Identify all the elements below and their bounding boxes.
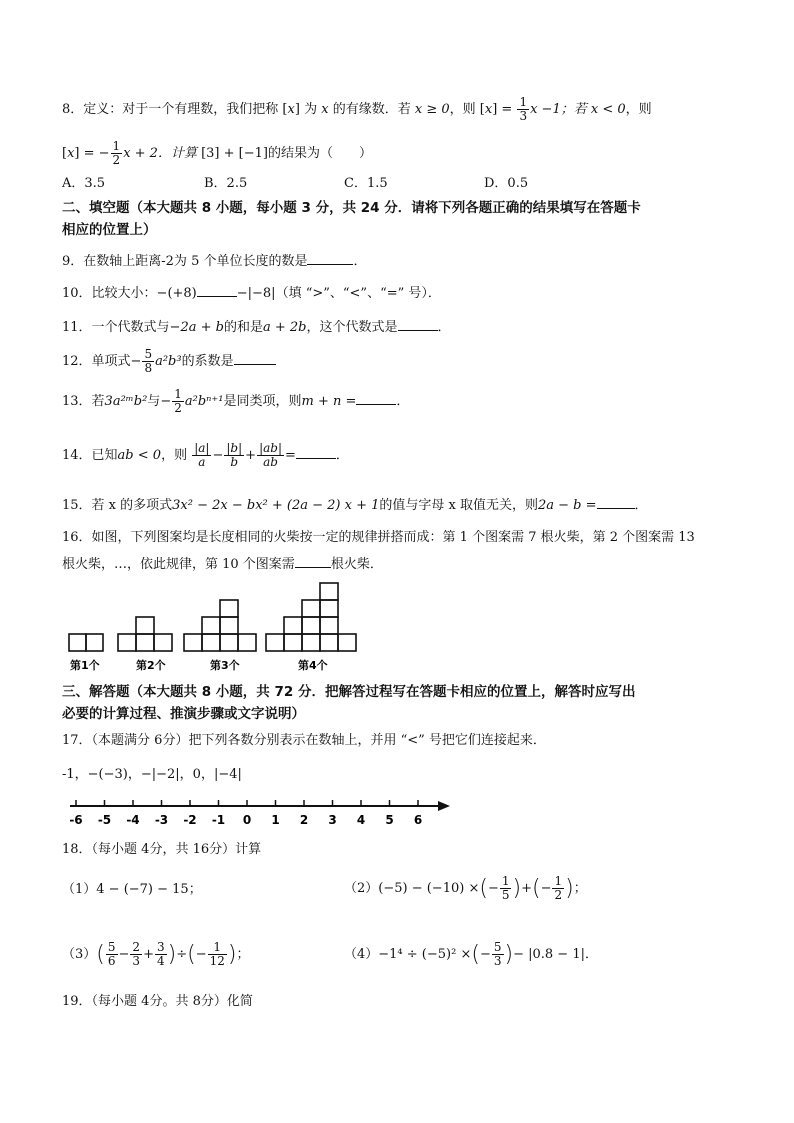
- q10: [62, 282, 441, 304]
- q18-p2c: ；: [573, 881, 587, 896]
- figure-label: 第1个: [70, 659, 100, 672]
- q9: 9．在数轴上距离-2为 5 个单位长度的数是 ．: [62, 250, 367, 272]
- q13-lead: 13．若: [62, 394, 105, 409]
- q15-ask: 2a − b =: [538, 498, 597, 513]
- q9-text: 9．在数轴上距离-2为 5 个单位长度的数是: [62, 254, 308, 269]
- axis-tick-label: -4: [126, 813, 140, 827]
- frac-1-5: $\frac{1}{5}$: [501, 874, 510, 902]
- q8-line2-tail: x + 2．计算: [123, 146, 197, 161]
- bracket-x: [x] =: [479, 102, 513, 117]
- q11-lead: 11．一个代数式与: [62, 320, 170, 335]
- q8-then1: ，则: [449, 102, 476, 117]
- q8-eq1: x −1；若: [530, 102, 587, 117]
- axis-tick-label: 2: [299, 813, 309, 827]
- section2-heading-line1: 二、填空题（本大题共 8 小题，每小题 3 分，共 24 分．请将下列各题正确的结果填写在答题卡: [62, 200, 641, 216]
- bracket-3: [3] + [−1]: [201, 146, 268, 161]
- q10-a: −(+8): [156, 286, 197, 301]
- answer-blank: [296, 444, 336, 459]
- pattern-1: [69, 634, 103, 651]
- q13: 13．若3a²ᵐb²与− $\frac{1}{2}$ a²bⁿ⁺¹是同类项，则m + n = ．: [62, 387, 410, 415]
- frac-1-2: $\frac{1}{2}$: [174, 387, 182, 415]
- arrow-head: [438, 801, 450, 811]
- q8-ask: 的结果为（ ）: [267, 146, 372, 161]
- q18-p4b: − |0.8 − 1|．: [513, 947, 598, 962]
- frac-abs-b-over-b: $\frac{|b|}{b}$: [226, 441, 243, 469]
- frac-5-8: $\frac{5}{8}$: [144, 347, 153, 375]
- frac-abs-ab-over-ab: $\frac{|ab|}{ab}$: [259, 441, 282, 469]
- q11-mid: 的和是: [223, 320, 263, 335]
- q15-lead: 15．若 x 的多项式: [62, 498, 173, 513]
- q11-tail: ，这个代数式是: [306, 320, 398, 335]
- q18-p3a: （3）: [62, 947, 97, 962]
- frac-abs-a-over-a: $\frac{|a|}{a}$: [194, 441, 210, 469]
- option-b: B．2.5: [204, 176, 248, 191]
- frac-1-12: $\frac{1}{12}$: [209, 940, 225, 968]
- q8-lead: 8．定义：对于一个有理数，我们把称: [62, 102, 279, 117]
- q16-line2: [62, 553, 383, 575]
- q10-lead: 10．比较大小：: [62, 286, 157, 301]
- q13-tail: 是同类项，则: [223, 394, 302, 409]
- frac-5-6: $\frac{5}{6}$: [107, 940, 116, 968]
- answer-blank: [307, 250, 353, 265]
- var-x: x: [321, 102, 329, 117]
- q11: 11．一个代数式与−2a + b的和是a + 2b，这个代数式是 ．: [62, 316, 451, 338]
- axis-tick-label: 5: [385, 813, 394, 827]
- section2-heading-line2: 相应的位置上）: [62, 222, 157, 238]
- q13-ask: m + n =: [301, 394, 357, 409]
- frac-2-3: $\frac{2}{3}$: [132, 940, 141, 968]
- q18-part3: （3）( $\frac{5}{6}$ − $\frac{2}{3}$ + $\frac{3}{4}$ )÷(− $\frac{1}{12}$ )；: [62, 940, 250, 968]
- q11-expr2: a + 2b: [262, 320, 307, 335]
- option-c: C．1.5: [344, 176, 388, 191]
- q16-line2b: 根火柴．: [330, 557, 383, 572]
- q12: 12．单项式− $\frac{5}{8}$ a²b³的系数是: [62, 348, 276, 375]
- answer-blank: [197, 282, 237, 297]
- frac-1-2: $\frac{1}{2}$: [554, 874, 563, 902]
- matchstick-figure: [66, 578, 366, 676]
- axis-tick-label: -2: [183, 813, 197, 827]
- frac-5-3: $\frac{5}{3}$: [493, 940, 502, 968]
- q13-mid: 与: [147, 394, 161, 409]
- axis-tick-label: 4: [356, 813, 366, 827]
- q14-cond: ab < 0: [117, 448, 162, 463]
- q11-expr1: −2a + b: [169, 320, 224, 335]
- section3-heading-line2: 必要的计算过程、推演步骤或文字说明）: [62, 706, 305, 722]
- q14-tail: ，则: [161, 448, 188, 463]
- q18-part1: （1）4 − (−7) − 15；: [62, 882, 202, 897]
- pattern-4: [266, 583, 356, 651]
- q8-cond2: x < 0: [590, 102, 626, 117]
- answer-blank: [234, 350, 276, 365]
- q8-options: [62, 174, 662, 194]
- axis-tick-label: -5: [97, 813, 112, 827]
- q8-line2: [62, 140, 372, 167]
- answer-blank: [398, 316, 438, 331]
- q18-text: 18．（每小题 4分，共 16分）计算: [62, 842, 262, 857]
- q19-text: 19．（每小题 4分。共 8分）化简: [62, 994, 253, 1009]
- q8-mid2: 的有缘数．若: [332, 102, 411, 117]
- q17-numbers: -1，−(−3)，−|−2|，0，|−4|: [62, 767, 242, 782]
- q14: 14．已知ab < 0，则 $\frac{|a|}{a}$ − $\frac{|b|}{b}$ + $\frac{|ab|}{ab}$ = ．: [62, 441, 349, 469]
- answer-blank: [356, 390, 396, 405]
- axis-tick-label: -3: [154, 813, 169, 827]
- q12-tail: 的系数是: [181, 354, 234, 369]
- number-line: [62, 796, 454, 832]
- q18-p3c: ；: [236, 947, 250, 962]
- q12-mono: a²b³: [155, 354, 182, 369]
- q17-text: 17．（本题满分 6分）把下列各数分别表示在数轴上，并用 “<” 号把它们连接起来．: [62, 733, 546, 748]
- option-a: A．3.5: [62, 176, 106, 191]
- q18-p4a: （4）−1⁴ ÷ (−5)² ×: [344, 947, 472, 962]
- axis-tick-label: 0: [242, 813, 252, 827]
- q18-p2a: （2）(−5) − (−10) ×: [344, 881, 480, 896]
- q15-poly: 3x² − 2x − bx² + (2a − 2) x + 1: [172, 498, 380, 513]
- q10-tail: （填 “>”、“<”、“=” 号）．: [275, 286, 441, 301]
- q12-lead: 12．单项式: [62, 354, 131, 369]
- q8-cond1: x ≥ 0: [414, 102, 450, 117]
- q13-term1: 3a²ᵐb²: [104, 394, 148, 409]
- pattern-3: [184, 600, 256, 651]
- answer-blank: [597, 494, 635, 509]
- frac-3-4: $\frac{3}{4}$: [156, 940, 165, 968]
- axis-tick-label: -1: [211, 813, 226, 827]
- pattern-2: [118, 617, 172, 651]
- axis-tick-label: 6: [413, 813, 423, 827]
- option-d: D．0.5: [484, 176, 529, 191]
- bracket-x: [x] = −: [62, 146, 110, 161]
- q13-term2: a²bⁿ⁺¹: [184, 394, 224, 409]
- q18-part4: （4）−1⁴ ÷ (−5)² ×(− $\frac{5}{3}$ )− |0.8 − 1|．: [344, 940, 598, 968]
- axis-tick-label: 3: [328, 813, 337, 827]
- q16-line1: 16．如图，下列图案均是长度相同的火柴按一定的规律拼搭而成：第 1 个图案需 7 根火柴，第 2 个图案需 13: [62, 530, 695, 545]
- section3-heading-line1: 三、解答题（本大题共 8 小题，共 72 分．把解答过程写在答题卡相应的位置上，解答时应写出: [62, 684, 636, 700]
- axis-tick-label: -6: [69, 813, 83, 827]
- axis-tick-label: 1: [271, 813, 280, 827]
- q18-p2b: +: [521, 881, 532, 896]
- frac-1-2: $\frac{1}{2}$: [112, 139, 121, 167]
- figure-label: 第3个: [210, 659, 240, 672]
- q16-line2a: 根火柴，…，依此规律，第 10 个图案需: [62, 557, 295, 572]
- figure-label: 第2个: [136, 659, 166, 672]
- q10-b: −|−8|: [236, 286, 276, 301]
- answer-blank: [295, 553, 331, 568]
- q15: 15．若 x 的多项式3x² − 2x − bx² + (2a − 2) x + 1的值与字母 x 取值无关，则2a − b = ．: [62, 494, 648, 516]
- q8-line1: [62, 96, 652, 123]
- q18-part2: （2）(−5) − (−10) ×(− $\frac{1}{5}$ )+(− $\frac{1}{2}$ )；: [344, 874, 587, 902]
- q8-mid1: 为: [304, 102, 318, 117]
- q14-lead: 14．已知: [62, 448, 118, 463]
- frac-1-3: $\frac{1}{3}$: [519, 95, 528, 123]
- q15-mid: 的值与字母 x 取值无关，则: [379, 498, 538, 513]
- q18-p3b: ÷: [176, 947, 188, 962]
- bracket-x: [x]: [282, 102, 300, 117]
- figure-label: 第4个: [298, 659, 328, 672]
- q8-then2: ，则: [625, 102, 652, 117]
